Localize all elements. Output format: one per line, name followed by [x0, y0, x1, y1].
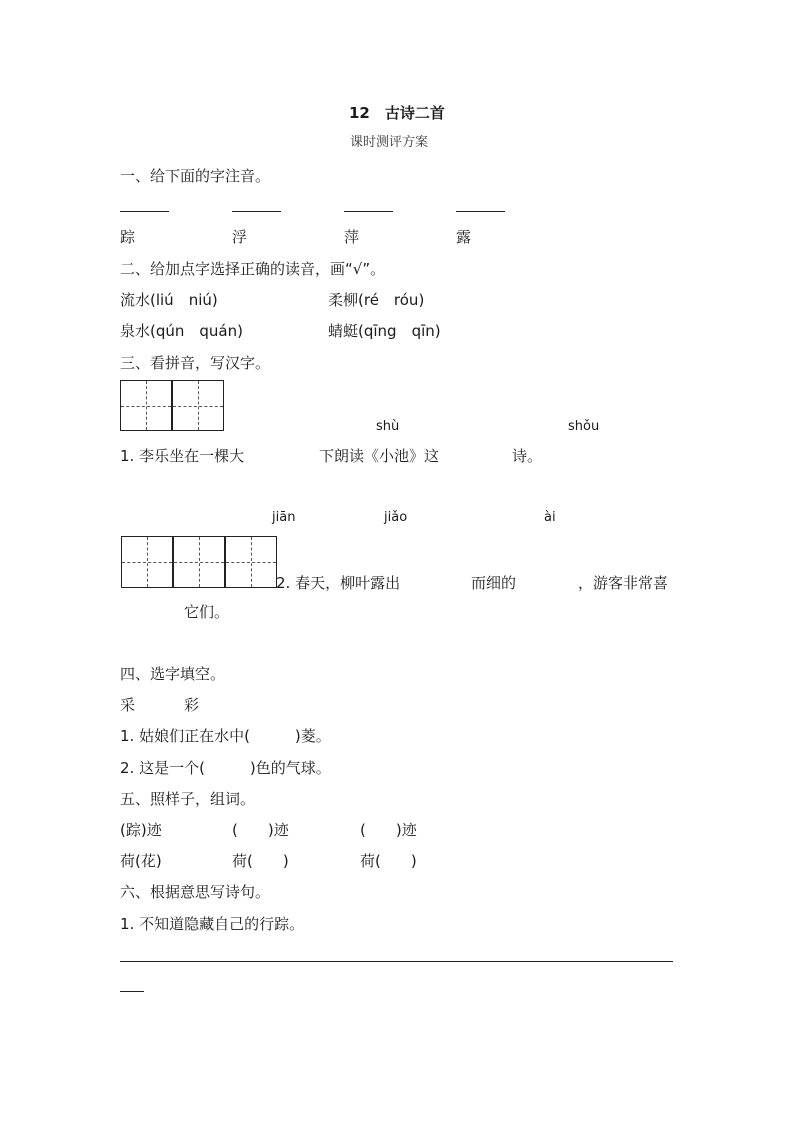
pinyin-blank-4[interactable] — [456, 211, 505, 212]
page-title: 12 古诗二首 — [349, 104, 445, 122]
answer-line-end[interactable] — [120, 991, 144, 992]
word-blank-2[interactable]: ( )迹 — [360, 821, 417, 839]
word-example-2: 荷(花) — [120, 852, 162, 870]
section1-heading: 一、给下面的字注音。 — [120, 167, 271, 185]
pinyin-blank-1[interactable] — [120, 211, 169, 212]
q2-prefix: 2. 春天，柳叶露出 — [276, 574, 401, 592]
section4-heading: 四、选字填空。 — [120, 665, 226, 683]
char-3: 萍 — [344, 228, 360, 246]
q1-suffix: 诗。 — [512, 447, 543, 465]
reading-choice-4[interactable]: 蜻蜓(qīng qīn) — [328, 322, 441, 340]
q2-continuation: 它们。 — [184, 603, 230, 621]
reading-choice-1[interactable]: 流水(liú niú) — [120, 291, 218, 309]
word-blank-3[interactable]: 荷( ) — [232, 852, 289, 870]
word-blank-1[interactable]: ( )迹 — [232, 821, 289, 839]
poem-prompt-1: 1. 不知道隐藏自己的行踪。 — [120, 915, 305, 933]
pinyin-hint-shu: shù — [376, 419, 400, 434]
writing-box[interactable] — [173, 536, 225, 588]
writing-box[interactable] — [121, 536, 173, 588]
section5-heading: 五、照样子，组词。 — [120, 790, 256, 808]
writing-box[interactable] — [120, 380, 172, 431]
section2-heading: 二、给加点字选择正确的读音，画“√”。 — [120, 260, 386, 278]
pinyin-hint-ai: ài — [544, 510, 556, 525]
page-subtitle: 课时测评方案 — [350, 135, 429, 150]
char-4: 露 — [456, 228, 472, 246]
choice-char-1: 采 — [120, 696, 136, 714]
answer-line[interactable] — [120, 961, 673, 962]
section3-heading: 三、看拼音，写汉字。 — [120, 354, 271, 372]
reading-choice-3[interactable]: 泉水(qún quán) — [120, 322, 243, 340]
pinyin-hint-jiao: jiǎo — [384, 510, 408, 525]
pinyin-blank-2[interactable] — [232, 211, 281, 212]
char-1: 踪 — [120, 228, 136, 246]
fill-item-2[interactable]: 2. 这是一个( )色的气球。 — [120, 759, 331, 777]
q2-middle: 而细的 — [471, 574, 517, 592]
q1-middle: 下朗读《小池》这 — [319, 447, 440, 465]
q1-prefix: 1. 李乐坐在一棵大 — [120, 447, 245, 465]
pinyin-hint-shou: shǒu — [568, 419, 600, 434]
section6-heading: 六、根据意思写诗句。 — [120, 883, 271, 901]
reading-choice-2[interactable]: 柔柳(ré róu) — [328, 291, 425, 309]
word-blank-4[interactable]: 荷( ) — [360, 852, 417, 870]
choice-char-2: 彩 — [184, 696, 200, 714]
fill-item-1[interactable]: 1. 姑娘们正在水中( )菱。 — [120, 727, 331, 745]
word-example-1: (踪)迹 — [120, 821, 162, 839]
pinyin-blank-3[interactable] — [344, 211, 393, 212]
writing-box[interactable] — [225, 536, 277, 588]
q2-suffix: ，游客非常喜 — [578, 574, 669, 592]
writing-box[interactable] — [172, 380, 224, 431]
pinyin-hint-jian: jiān — [272, 510, 296, 525]
char-2: 浮 — [232, 228, 248, 246]
